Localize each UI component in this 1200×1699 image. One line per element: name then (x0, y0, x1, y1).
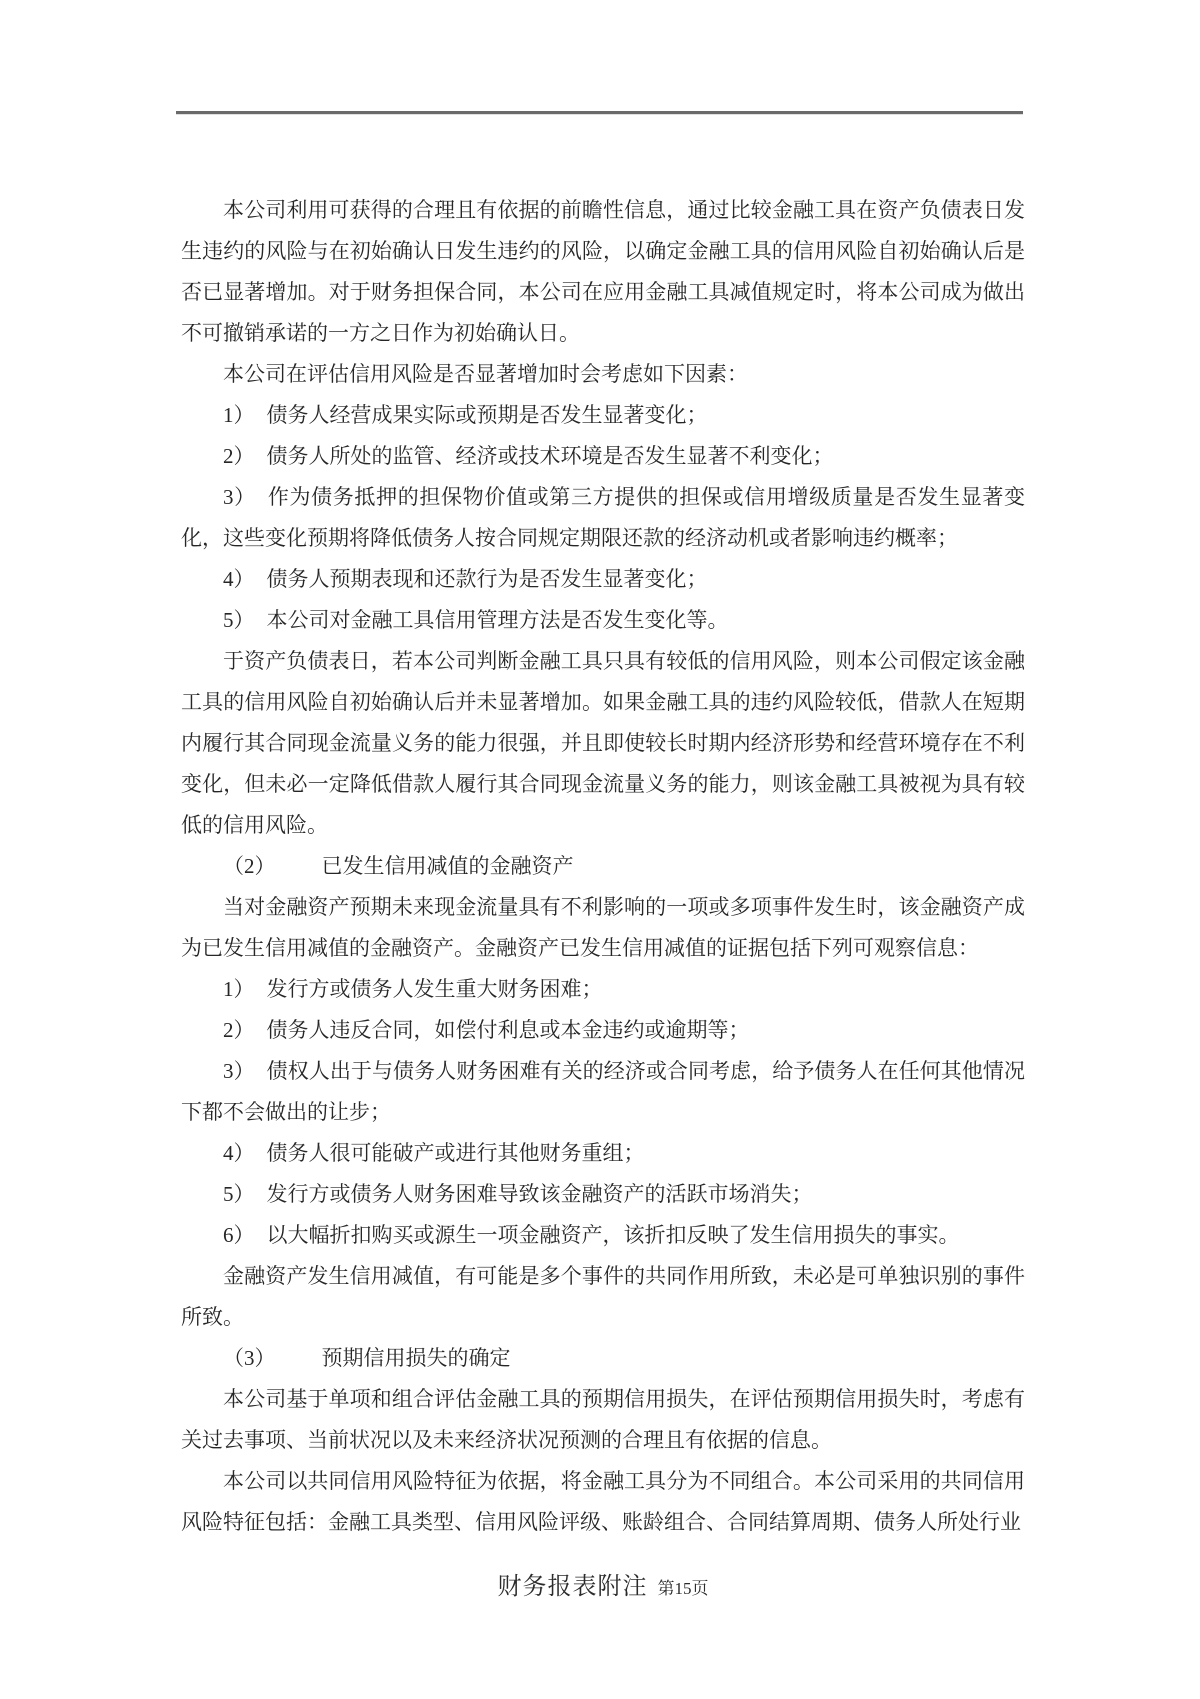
paragraph (181, 641, 1025, 846)
document-body (181, 190, 1025, 1543)
list-item-text: 以大幅折扣购买或源生一项金融资产，该折扣反映了发生信用损失的事实。 (266, 1223, 960, 1247)
section-heading-marker: （3） (223, 1346, 276, 1370)
list-item (181, 1010, 1025, 1051)
list-item-text: 债权人出于与债务人财务困难有关的经济或合同考虑，给予债务人在任何其他情况下都不会做出的让步； (181, 1059, 1026, 1124)
paragraph-text: 当对金融资产预期未来现金流量具有不利影响的一项或多项事件发生时，该金融资产成为已发生信用减值的金融资产。金融资产已发生信用减值的证据包括下列可观察信息： (181, 895, 1025, 960)
section-heading-text: 已发生信用减值的金融资产 (321, 854, 574, 878)
list-item (181, 969, 1025, 1010)
list-item-marker: 1） (223, 977, 255, 1001)
list-item-marker: 6） (223, 1223, 255, 1247)
list-item (181, 395, 1025, 436)
header-rule (176, 111, 1023, 114)
list-item-marker: 5） (223, 1182, 255, 1206)
page-footer (181, 1566, 1025, 1601)
list-item-marker: 4） (223, 567, 255, 591)
paragraph-text: 本公司基于单项和组合评估金融工具的预期信用损失，在评估预期信用损失时，考虑有关过去事项、当前状况以及未来经济状况预测的合理且有依据的信息。 (181, 1387, 1025, 1452)
section-heading-text: 预期信用损失的确定 (321, 1346, 511, 1370)
list-item-marker: 3） (223, 1059, 255, 1083)
list-item (181, 600, 1025, 641)
list-item-marker: 1） (223, 403, 255, 427)
list-item-text: 债务人所处的监管、经济或技术环境是否发生显著不利变化； (266, 444, 834, 468)
paragraph (181, 354, 1025, 395)
section-heading (181, 846, 1025, 887)
paragraph (181, 1461, 1025, 1543)
list-item (181, 559, 1025, 600)
paragraph-text: 于资产负债表日，若本公司判断金融工具只具有较低的信用风险，则本公司假定该金融工具的信用风险自初始确认后并未显著增加。如果金融工具的违约风险较低，借款人在短期内履行其合同现金流量义务的能力很强，并且即使较长时期内经济形势和经营环境存在不利变化，但未必一定降低借款人履行其合同现金流量义务的能力，则该金融工具被视为具有较低的信用风险。 (181, 649, 1025, 837)
list-item-text: 发行方或债务人发生重大财务困难； (266, 977, 603, 1001)
list-item-text: 发行方或债务人财务困难导致该金融资产的活跃市场消失； (266, 1182, 813, 1206)
list-item-marker: 2） (223, 1018, 255, 1042)
footer-title: 财务报表附注 (497, 1574, 648, 1600)
list-item-marker: 4） (223, 1141, 255, 1165)
paragraph (181, 887, 1025, 969)
paragraph (181, 190, 1025, 354)
list-item-marker: 2） (223, 444, 255, 468)
section-heading-marker: （2） (223, 854, 276, 878)
list-item-text: 债务人经营成果实际或预期是否发生显著变化； (266, 403, 708, 427)
paragraph-text: 本公司利用可获得的合理且有依据的前瞻性信息，通过比较金融工具在资产负债表日发生违约的风险与在初始确认日发生违约的风险，以确定金融工具的信用风险自初始确认后是否已显著增加。对于财务担保合同，本公司在应用金融工具减值规定时，将本公司成为做出不可撤销承诺的一方之日作为初始确认日。 (181, 198, 1025, 345)
paragraph-text: 金融资产发生信用减值，有可能是多个事件的共同作用所致，未必是可单独识别的事件所致。 (181, 1264, 1025, 1329)
paragraph-text: 本公司在评估信用风险是否显著增加时会考虑如下因素： (223, 362, 748, 386)
list-item (181, 477, 1025, 559)
list-item-text: 债务人预期表现和还款行为是否发生显著变化； (266, 567, 708, 591)
list-item (181, 436, 1025, 477)
list-item-text: 作为债务抵押的担保物价值或第三方提供的担保或信用增级质量是否发生显著变化，这些变化预期将降低债务人按合同规定期限还款的经济动机或者影响违约概率； (181, 485, 1026, 550)
list-item (181, 1174, 1025, 1215)
paragraph (181, 1256, 1025, 1338)
paragraph (181, 1379, 1025, 1461)
paragraph-text: 本公司以共同信用风险特征为依据，将金融工具分为不同组合。本公司采用的共同信用风险特征包括：金融工具类型、信用风险评级、账龄组合、合同结算周期、债务人所处行业 (181, 1469, 1025, 1534)
list-item-text: 债务人很可能破产或进行其他财务重组； (266, 1141, 645, 1165)
list-item-marker: 5） (223, 608, 255, 632)
list-item (181, 1133, 1025, 1174)
list-item (181, 1215, 1025, 1256)
list-item-text: 本公司对金融工具信用管理方法是否发生变化等。 (266, 608, 729, 632)
list-item (181, 1051, 1025, 1133)
list-item-text: 债务人违反合同，如偿付利息或本金违约或逾期等； (266, 1018, 750, 1042)
list-item-marker: 3） (223, 485, 256, 509)
section-heading (181, 1338, 1025, 1379)
footer-page-number: 第15页 (657, 1579, 709, 1598)
